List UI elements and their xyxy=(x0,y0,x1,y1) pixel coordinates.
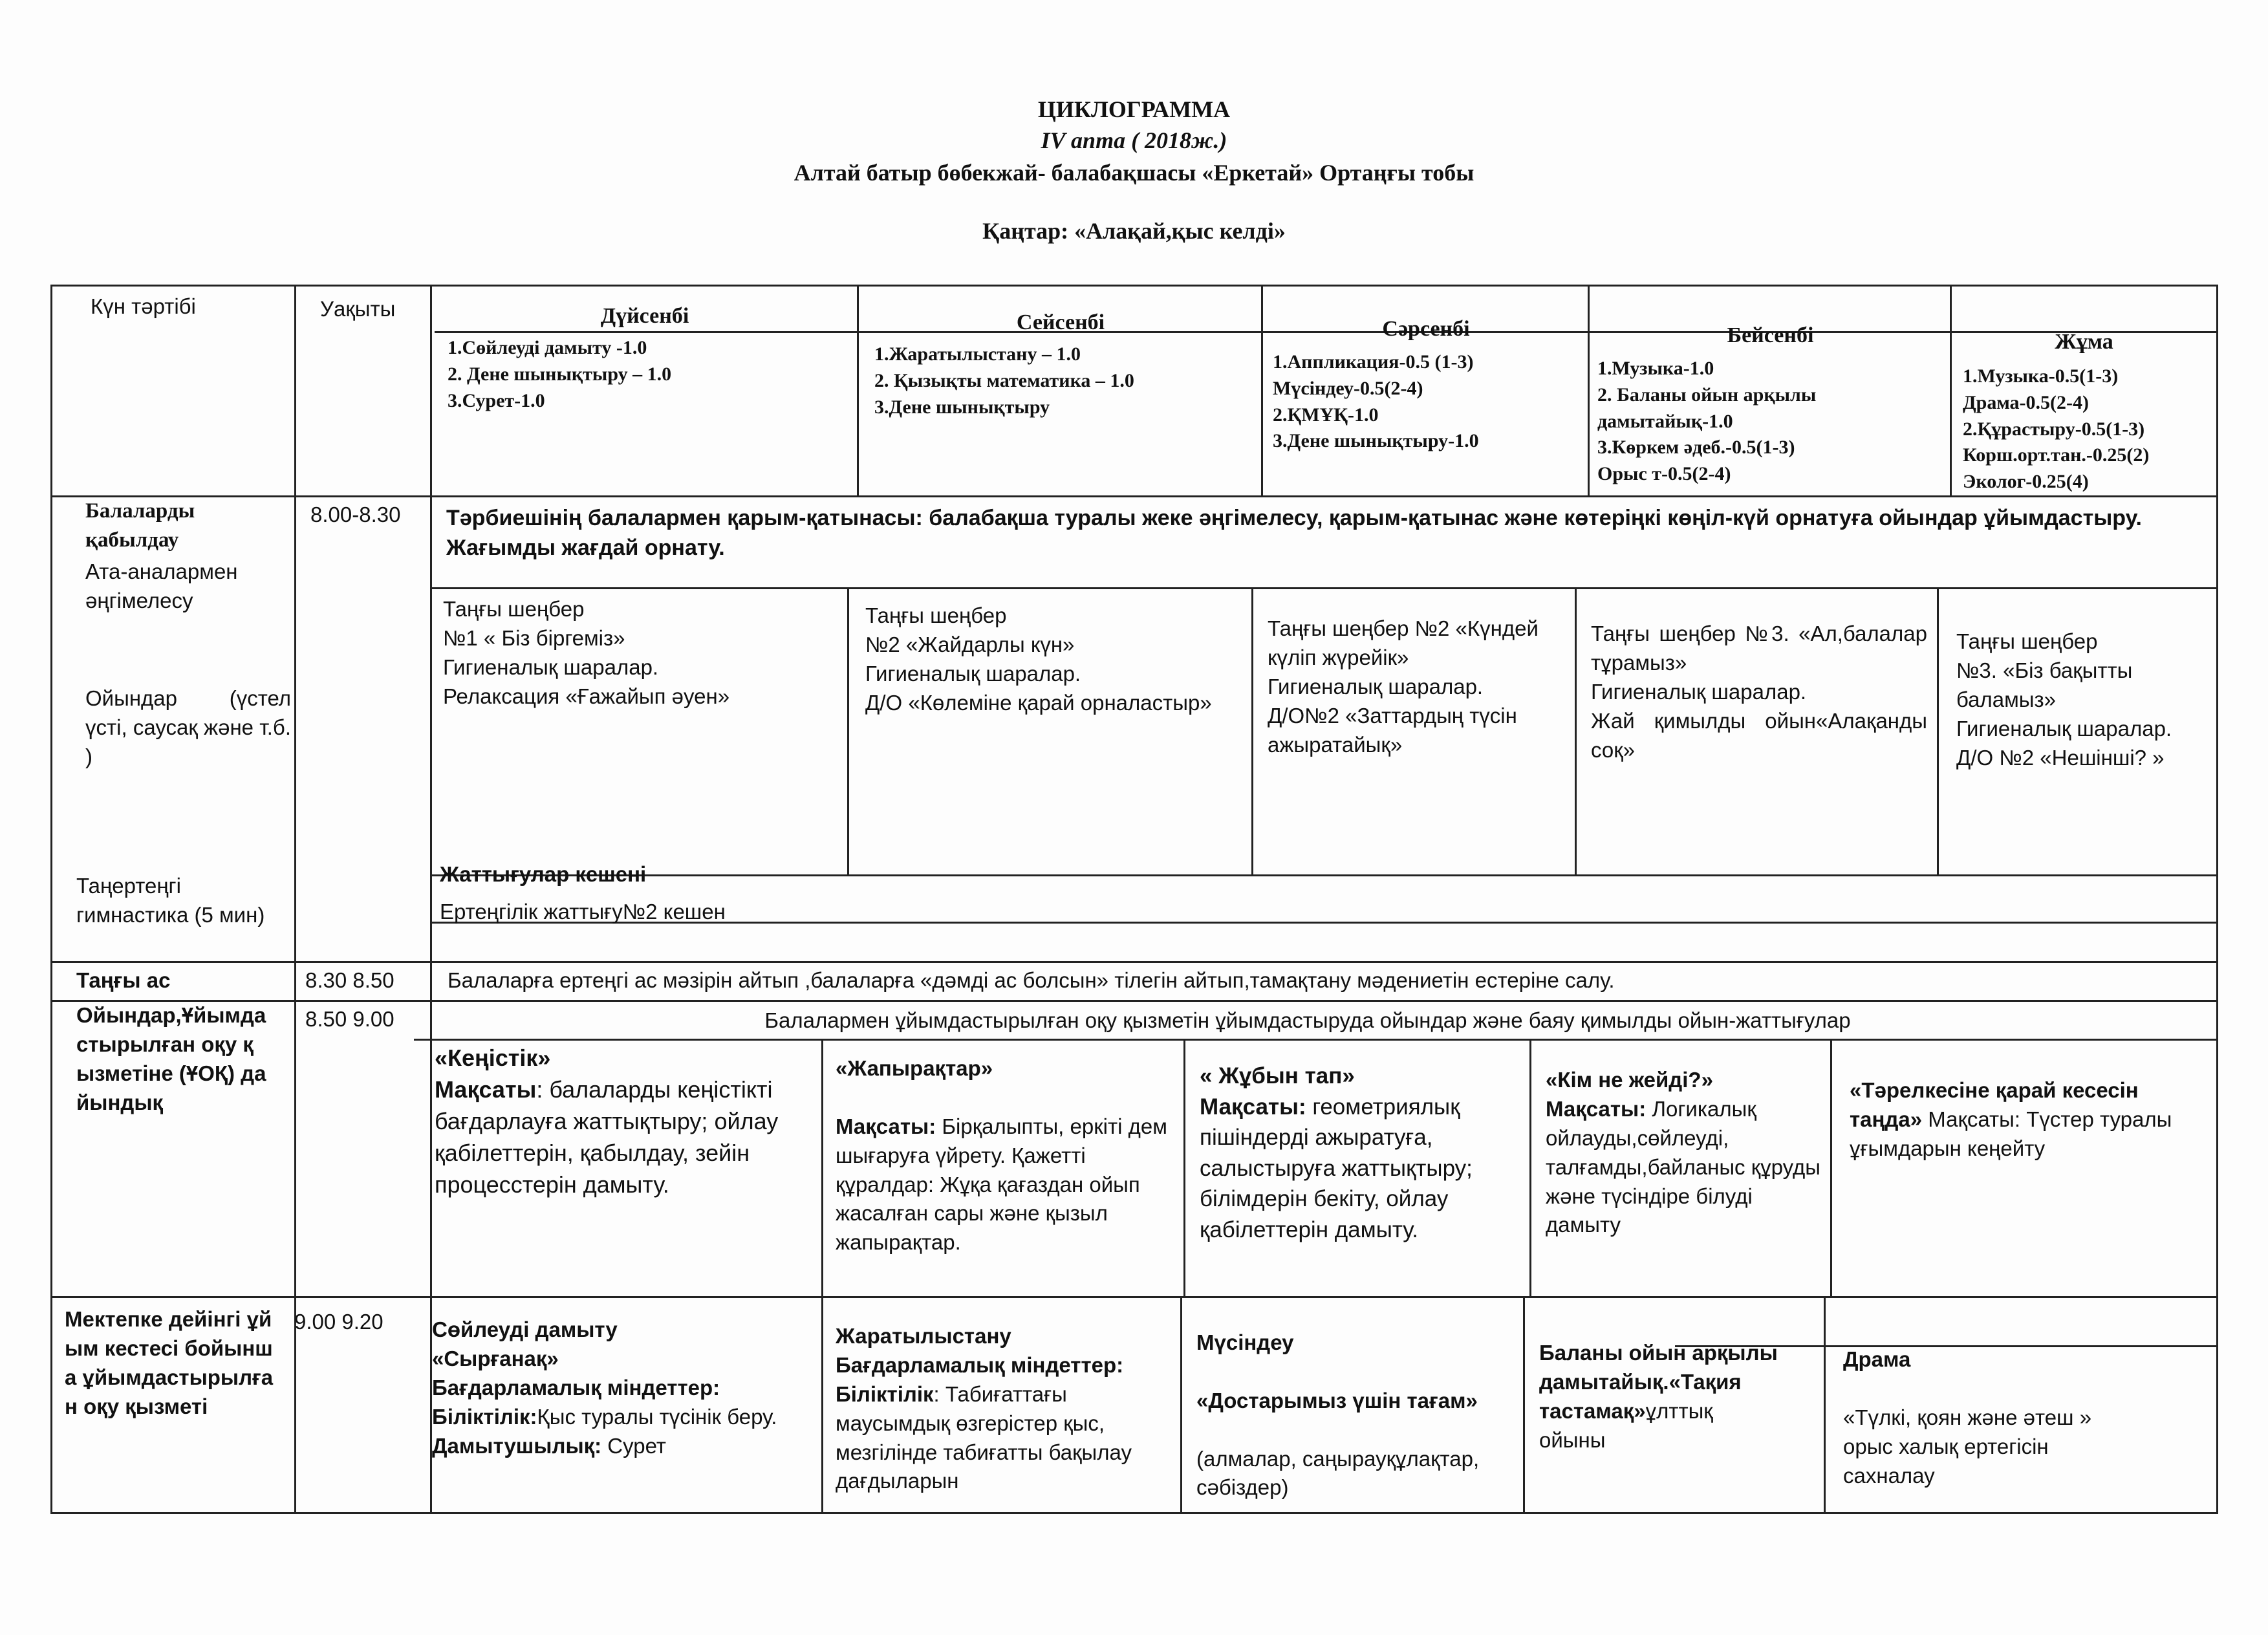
month-theme: Қаңтар: «Алақай,қыс келді» xyxy=(982,218,1286,244)
reception-monday: Таңғы шеңбер №1 « Біз біргеміз» Гигиеналық шаралар. Релаксация «Ғажайып әуен» xyxy=(443,597,730,708)
day-header-friday: Жұма xyxy=(2055,330,2113,354)
lesson-friday-text: «Түлкі, қоян және әтеш » орыс халық ертегісін сахналау xyxy=(1843,1405,2092,1488)
document-title: ЦИКЛОГРАММА xyxy=(1037,96,1231,122)
table-line xyxy=(1824,1296,1826,1512)
prep-monday-title: «Кеңістік» xyxy=(435,1045,551,1071)
table-line xyxy=(430,587,2218,589)
day-header-wednesday: Сәрсенбі xyxy=(1382,317,1470,341)
lesson-tuesday xyxy=(836,1322,1178,1496)
table-line xyxy=(1937,587,1939,874)
prep-wednesday xyxy=(1200,1061,1526,1246)
prep-tuesday-text: Бірқалыпты, еркіті дем шығаруға үйрету. Қажетті құралдар: Жұқа қағаздан ойып жасалған сары және қызыл жапырақтар. xyxy=(836,1114,1167,1255)
table-line xyxy=(1261,285,1263,495)
prep-monday-text: : балаларды кеңістікті бағдарлауға жаттықтыру; ойлау қабілеттерін, қабылдау, зейін процесстерін дамыту. xyxy=(435,1076,779,1198)
row-label-reception: Балаларды қабылдау xyxy=(85,499,195,552)
exercise-text: Ертеңгілік жаттығу№2 кешен xyxy=(440,900,726,924)
lesson-thursday-text: ұлттық ойыны xyxy=(1539,1398,1713,1452)
lesson-thursday-topic: «Тақия тастамақ» xyxy=(1539,1369,1742,1423)
table-line xyxy=(2216,285,2218,1512)
lesson-wednesday xyxy=(1196,1328,1520,1502)
prep-friday-text: Мақсаты: Түстер туралы ұғымдарын кеңейту xyxy=(1850,1107,2172,1160)
table-line xyxy=(414,1039,2218,1041)
table-line xyxy=(50,1512,2218,1514)
time-column-header: Уақыты xyxy=(320,297,396,321)
day-header-tuesday: Сейсенбі xyxy=(1016,310,1105,334)
day-header-thursday: Бейсенбі xyxy=(1727,323,1814,347)
prep-monday-goal-label: Мақсаты xyxy=(435,1076,537,1103)
row-label-games: Ойындар (үстел үсті, саусақ және т.б. ) xyxy=(85,686,291,768)
lesson-tuesday-skill-text: : Табиғаттағы маусымдық өзгерістер қыс, мезгілінде табиғатты бақылау дағдыларын xyxy=(836,1381,1132,1493)
day-header-monday: Дүйсенбі xyxy=(600,304,689,328)
lesson-tuesday-skill-label: Біліктілік xyxy=(836,1381,934,1406)
routine-column-header: Күн тәртібі xyxy=(91,294,196,318)
prep-friday xyxy=(1850,1076,2199,1164)
prep-tuesday xyxy=(836,1054,1178,1257)
lesson-friday-subject: Драма xyxy=(1843,1347,1911,1371)
breakfast-text: Балаларға ертеңгі ас мәзірін айтып ,балаларға «дәмді ас болсын» тілегін айтып,тамақтану мәдениетін естеріне салу. xyxy=(448,968,1615,992)
table-line xyxy=(1830,1039,1832,1296)
lesson-monday-tasks-label: Бағдарламалық міндеттер: xyxy=(432,1375,720,1400)
table-line xyxy=(821,1296,823,1512)
subjects-friday: 1.Музыка-0.5(1-3) Драма-0.5(2-4) 2.Құрастыру-0.5(1-3) Корш.орт.тан.-0.25(2) Эколог-0.25(4) xyxy=(1963,365,2150,493)
lesson-monday-dev-label: Дамытушылық: xyxy=(432,1433,602,1458)
table-line xyxy=(50,285,2218,287)
table-line xyxy=(1180,1296,1182,1512)
lesson-thursday xyxy=(1539,1339,1785,1455)
table-line xyxy=(50,1000,2218,1002)
prep-wednesday-text: геометриялық пішіндерді ажыратуға, салыстыруға жаттықтыру; білімдерін бекіту, ойлау қабілеттерін дамыту. xyxy=(1200,1094,1473,1242)
row-time-lessons: 9.00 9.20 xyxy=(294,1310,383,1334)
reception-friday: Таңғы шеңбер №3. «Біз бақытты баламыз» Гигиеналық шаралар. Д/О №2 «Нешінші? » xyxy=(1956,629,2172,770)
row-time-reception: 8.00-8.30 xyxy=(310,503,401,526)
prep-thursday xyxy=(1546,1066,1824,1240)
lesson-monday-skill-text: Қыс туралы түсінік беру. xyxy=(537,1404,777,1429)
table-line xyxy=(1588,285,1590,495)
row-label-parents: Ата-аналармен әңгімелесу xyxy=(85,559,238,612)
lesson-friday xyxy=(1843,1345,2102,1490)
row-label-prep: Ойындар,Ұйымдастырылған оқу қызметіне (ҰОҚ) дайындық xyxy=(76,1003,266,1114)
table-line xyxy=(50,285,52,1512)
prep-tuesday-goal-label: Мақсаты: xyxy=(836,1114,936,1138)
table-line xyxy=(1183,1039,1185,1296)
prep-wednesday-goal-label: Мақсаты: xyxy=(1200,1094,1306,1120)
lesson-monday-subject: Сөйлеуді дамыту xyxy=(432,1317,618,1341)
lesson-monday xyxy=(432,1316,814,1460)
table-line xyxy=(50,1296,2218,1298)
row-label-lessons: Мектепке дейінгі ұйым кестесі бойынша ұйымдастырылған оқу қызметі xyxy=(65,1307,274,1418)
subjects-wednesday: 1.Аппликация-0.5 (1-3) Мүсіндеу-0.5(2-4) 2.ҚМҰҚ-1.0 3.Дене шынықтыру-1.0 xyxy=(1273,351,1479,452)
prep-friday-title: «Тәрелкесіне қарай кесесін таңда» xyxy=(1850,1078,2139,1131)
table-line xyxy=(847,587,849,874)
prep-monday xyxy=(435,1043,810,1201)
organization-label: Алтай батыр бөбекжай- балабақшасы «Еркетай» Ортаңғы тобы xyxy=(794,160,1474,186)
row-time-breakfast: 8.30 8.50 xyxy=(305,968,394,992)
reception-tuesday: Таңғы шеңбер №2 «Жайдарлы күн» Гигиеналық шаралар. Д/О «Көлеміне қарай орналастыр» xyxy=(865,603,1212,715)
reception-wednesday: Таңғы шеңбер №2 «Күндей күліп жүрейік» Гигиеналық шаралар. Д/О№2 «Заттардың түсін ажыратайық» xyxy=(1268,616,1539,757)
lesson-wednesday-topic: «Достарымыз үшін тағам» xyxy=(1196,1388,1478,1413)
table-line xyxy=(1950,285,1952,495)
table-line xyxy=(1529,1039,1531,1296)
lesson-thursday-subject: Баланы ойын арқылы дамытайық. xyxy=(1539,1341,1778,1394)
table-line xyxy=(857,285,859,495)
reception-thursday: Таңғы шеңбер №3. «Ал,балалар тұрамыз» Гигиеналық шаралар. Жай қимылды ойын«Алақанды соқ» xyxy=(1591,622,1927,762)
prep-thursday-title: «Кім не жейді?» xyxy=(1546,1068,1713,1092)
prep-thursday-text: Логикалық ойлауды,сөйлеуді, талғамды,байланыс құруды және түсіндіре білуді дамыту xyxy=(1546,1096,1821,1237)
table-line xyxy=(50,495,2218,497)
lesson-wednesday-subject: Мүсіндеу xyxy=(1196,1330,1294,1354)
lesson-monday-dev-text: Сурет xyxy=(601,1433,666,1458)
lesson-tuesday-subject: Жаратылыстану xyxy=(836,1324,1011,1348)
reception-summary: Тәрбиешінің балалармен қарым-қатынасы: балабақша туралы жеке әңгімелесу, қарым-қатынас және көтеріңкі көңіл-күй орнатуға ойындар ұйымдастыру. Жағымды жағдай орнату. xyxy=(446,506,2142,561)
row-label-breakfast: Таңғы ас xyxy=(76,968,171,992)
table-line xyxy=(1523,1296,1525,1512)
lesson-tuesday-tasks-label: Бағдарламалық міндеттер: xyxy=(836,1352,1124,1377)
prep-wednesday-title: « Жұбын тап» xyxy=(1200,1063,1355,1088)
lesson-monday-topic: «Сырғанақ» xyxy=(432,1346,559,1370)
prep-tuesday-title: «Жапырақтар» xyxy=(836,1056,993,1080)
row-time-prep: 8.50 9.00 xyxy=(305,1007,394,1031)
prep-thursday-goal-label: Мақсаты: xyxy=(1546,1096,1647,1121)
table-line xyxy=(821,1039,823,1296)
lesson-wednesday-text: (алмалар, саңырауқұлақтар, сәбіздер) xyxy=(1196,1446,1480,1500)
week-label: IV апта ( 2018ж.) xyxy=(1041,127,1227,153)
table-line xyxy=(50,961,2218,963)
table-line xyxy=(1575,587,1577,874)
row-label-gymnastics: Таңертеңгі гимнастика (5 мин) xyxy=(76,874,265,927)
subjects-monday: 1.Сөйлеуді дамыту -1.0 2. Дене шынықтыру – 1.0 3.Сурет-1.0 xyxy=(448,337,672,411)
subjects-tuesday: 1.Жаратылыстану – 1.0 2. Қызықты математика – 1.0 3.Дене шынықтыру xyxy=(874,343,1134,418)
lesson-monday-skill-label: Біліктілік: xyxy=(432,1404,537,1429)
prep-summary: Балалармен ұйымдастырылған оқу қызметін ұйымдастыруда ойындар және баяу қимылды ойын-жаттығулар xyxy=(764,1008,1851,1032)
table-line xyxy=(1251,587,1253,874)
subjects-thursday: 1.Музыка-1.0 2. Баланы ойын арқылы дамытайық-1.0 3.Көркем әдеб.-0.5(1-3) Орыс т-0.5(2-4) xyxy=(1597,358,1817,485)
exercise-title: Жаттығулар кешені xyxy=(440,862,647,886)
